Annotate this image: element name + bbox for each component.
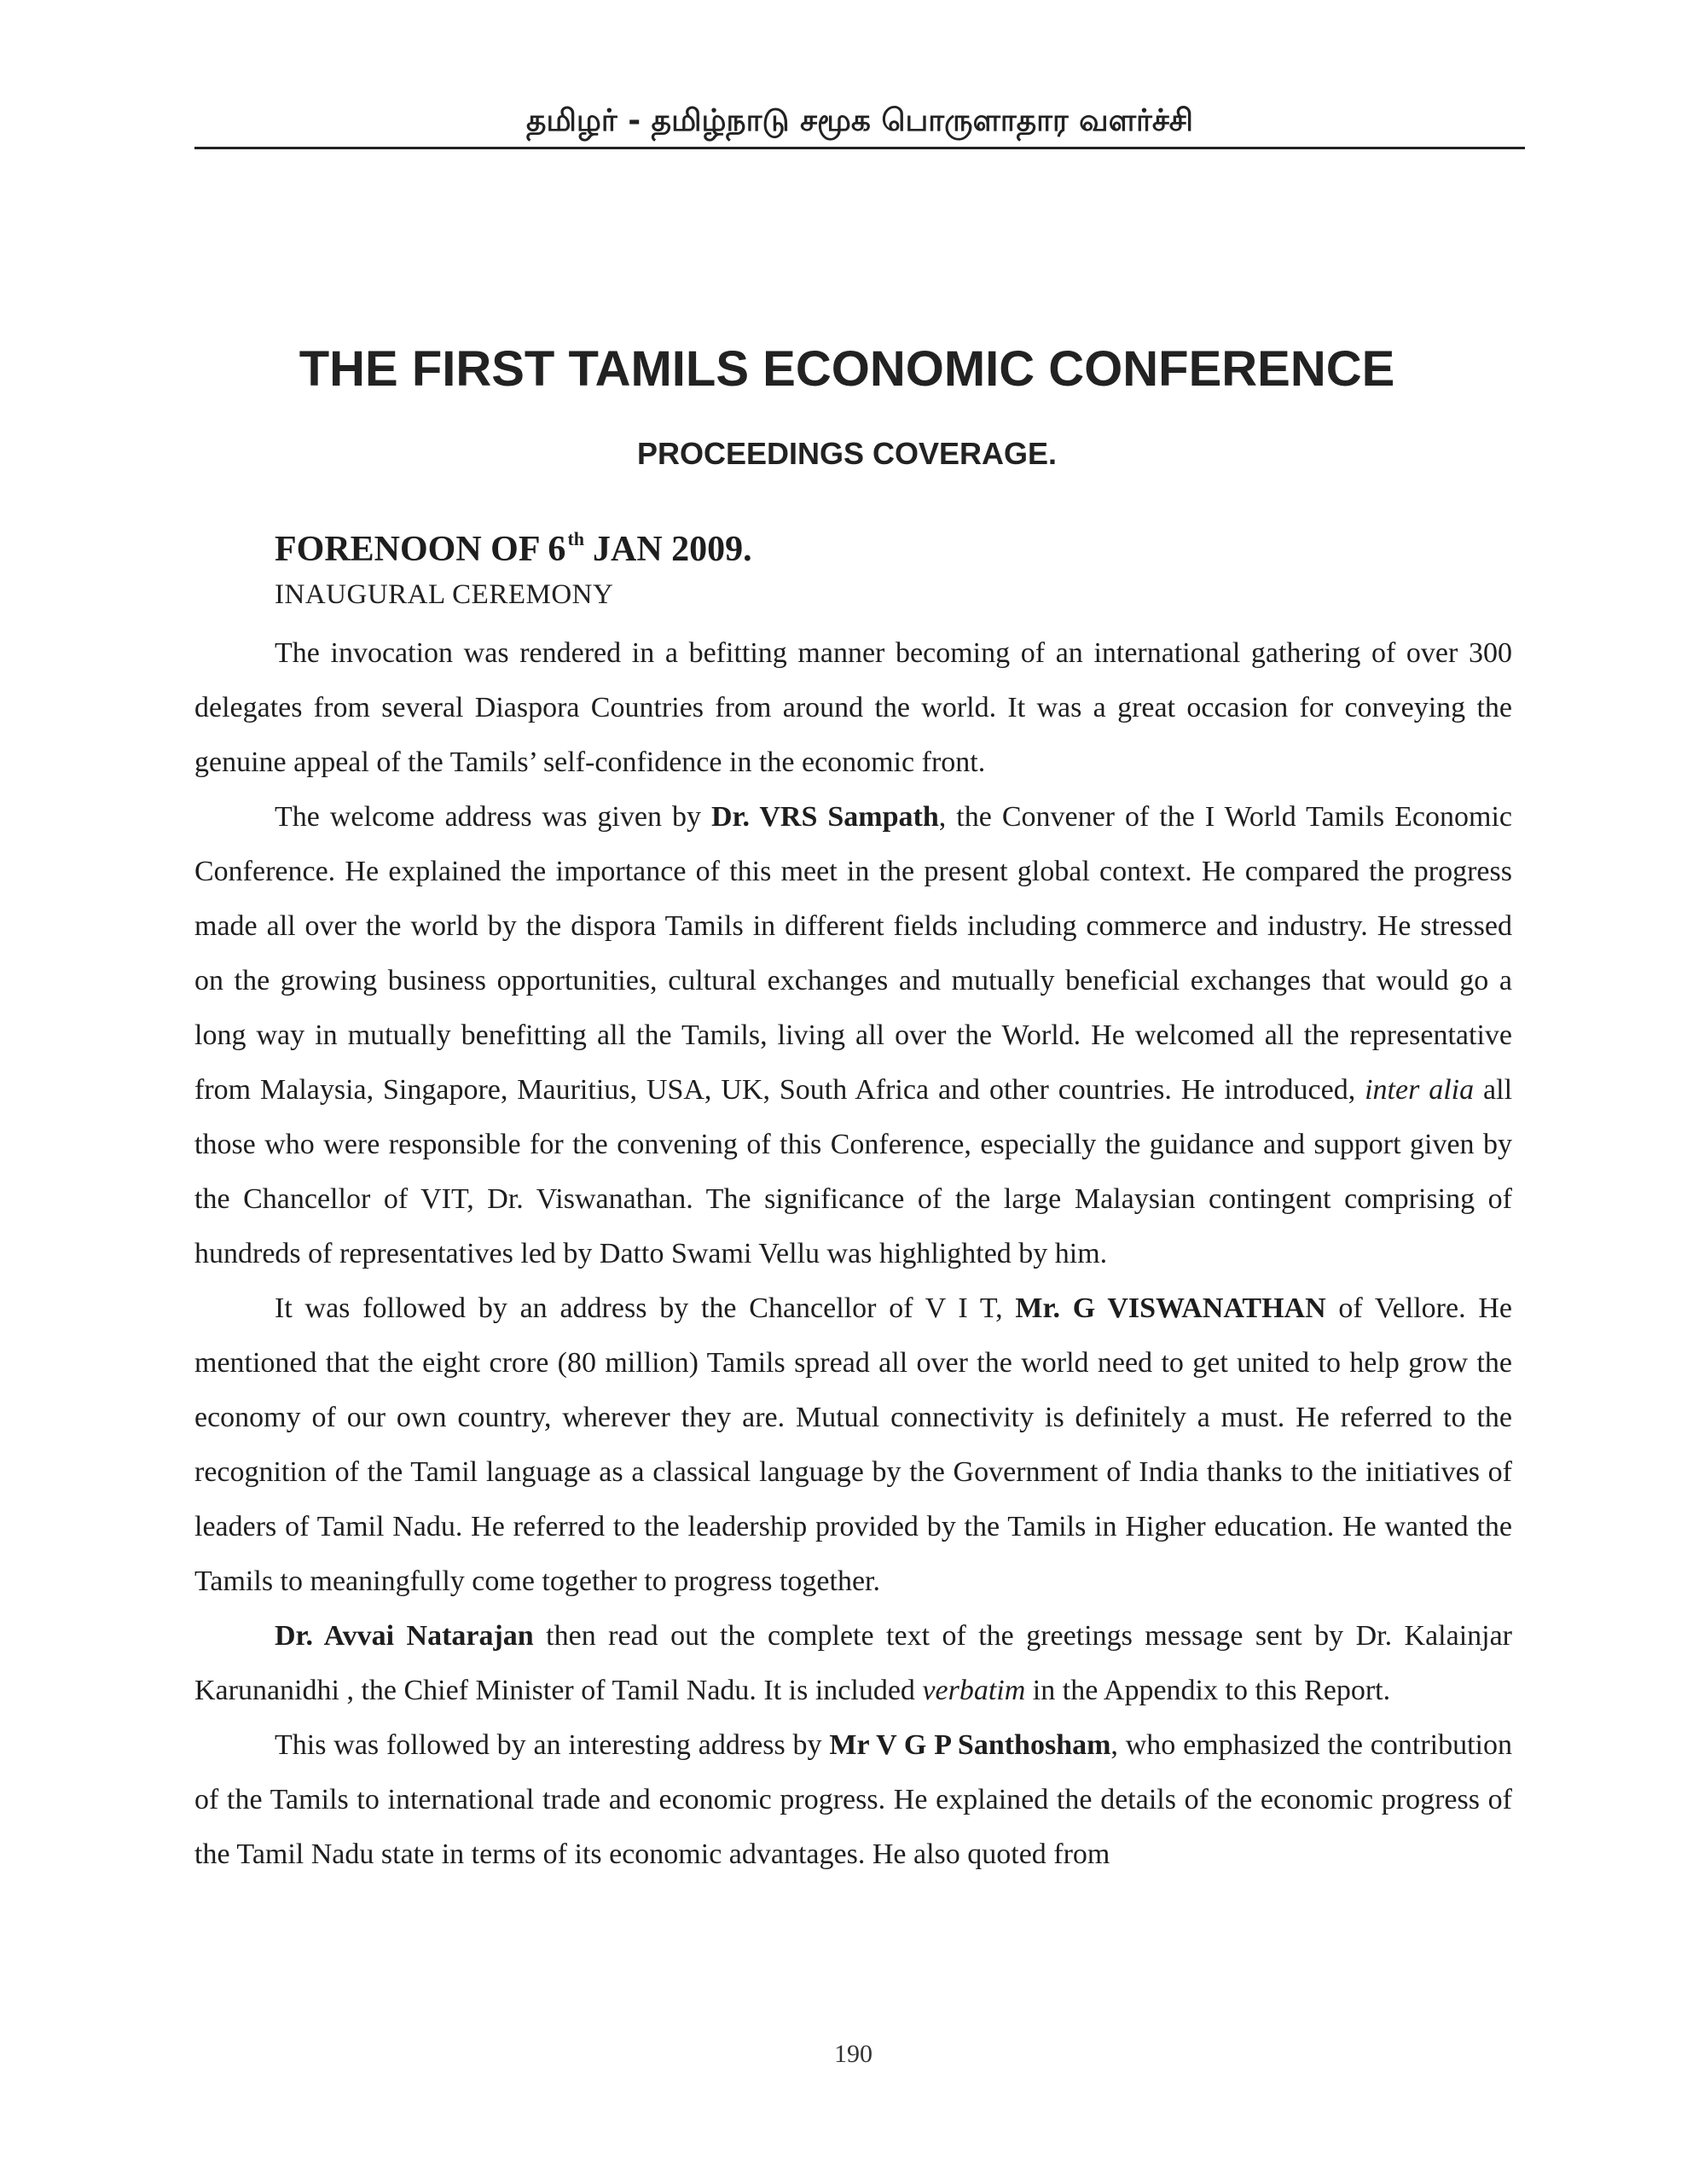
paragraph-text: then read out the complete text of the greetings message sent by Dr. Kalainjar Karunanidhi , the Chief Minister of Tamil Nadu. It is included	[194, 1620, 1512, 1706]
header-rule	[194, 147, 1525, 149]
section-heading	[275, 515, 752, 573]
section-subheading: INAUGURAL CEREMONY	[275, 579, 614, 610]
speaker-name: Dr. Avvai Natarajan	[275, 1620, 534, 1652]
paragraph-text: in the Appendix to this Report.	[1025, 1675, 1391, 1706]
section-heading-sup: th	[567, 528, 584, 549]
paragraph-text: of Vellore. He mentioned that the eight crore (80 million) Tamils spread all over the world need to get united to help grow the economy of our own country, wherever they are. Mutual connectivity is definitely a must. He referred to the recognition of the Tamil language as a classical language by the Government of India thanks to the initiatives of leaders of Tamil Nadu. He referred to the leadership provided by the Tamils in Higher education. He wanted the Tamils to meaningfully come together to progress together.	[194, 1292, 1512, 1597]
italic-term: inter alia	[1365, 1074, 1475, 1106]
section-heading-prefix: FORENOON OF 6	[275, 530, 566, 569]
running-header: தமிழர் - தமிழ்நாடு சமூக பொருளாதார வளர்ச்சி	[526, 103, 1193, 138]
paragraph	[194, 1609, 1512, 1718]
paragraph	[194, 1718, 1512, 1882]
body-text	[194, 626, 1512, 1882]
paragraph-text: , the Convener of the I World Tamils Economic Conference. He explained the importance of this meet in the present global context. He compared the progress made all over the world by the dispora Tamils in different fields including commerce and industry. He stressed on the growing business opportunities, cultural exchanges and mutually beneficial exchanges that would go a long way in mutually benefitting all the Tamils, living all over the World. He welcomed all the representative from Malaysia, Singapore, Mauritius, USA, UK, South Africa and other countries. He introduced,	[194, 801, 1512, 1106]
paragraph-text: all those who were responsible for the convening of this Conference, especially the guidance and support given by the Chancellor of VIT, Dr. Viswanathan. The significance of the large Malaysian contingent comprising of hundreds of representatives led by Datto Swami Vellu was highlighted by him.	[194, 1074, 1513, 1269]
paragraph-text: The invocation was rendered in a befitting manner becoming of an international gathering of over 300 delegates from several Diaspora Countries from around the world. It was a great occasion for conveying the genuine appeal of the Tamils’ self-confidence in the economic front.	[194, 637, 1512, 778]
paragraph	[194, 1281, 1512, 1609]
page-subtitle: PROCEEDINGS COVERAGE.	[636, 436, 1058, 471]
speaker-name: Mr V G P Santhosham	[829, 1729, 1111, 1761]
page-number: 190	[834, 2040, 872, 2068]
paragraph-text: , who emphasized the contribution of the Tamils to international trade and economic progress. He explained the details of the economic progress of the Tamil Nadu state in terms of its economic advantages. He also quoted from	[194, 1729, 1512, 1870]
paragraph	[194, 790, 1512, 1281]
paragraph-text: It was followed by an address by the Chancellor of V I T,	[275, 1292, 1016, 1324]
section-heading-suffix: JAN 2009.	[593, 530, 752, 569]
speaker-name: Dr. VRS Sampath	[710, 801, 939, 833]
paragraph-text: This was followed by an interesting address by	[275, 1729, 830, 1761]
paragraph-text: The welcome address was given by	[275, 801, 711, 833]
paragraph	[194, 626, 1512, 790]
italic-term: verbatim	[922, 1675, 1026, 1706]
speaker-name: Mr. G VISWANATHAN	[1015, 1292, 1326, 1324]
page-title: THE FIRST TAMILS ECONOMIC CONFERENCE	[299, 341, 1395, 397]
